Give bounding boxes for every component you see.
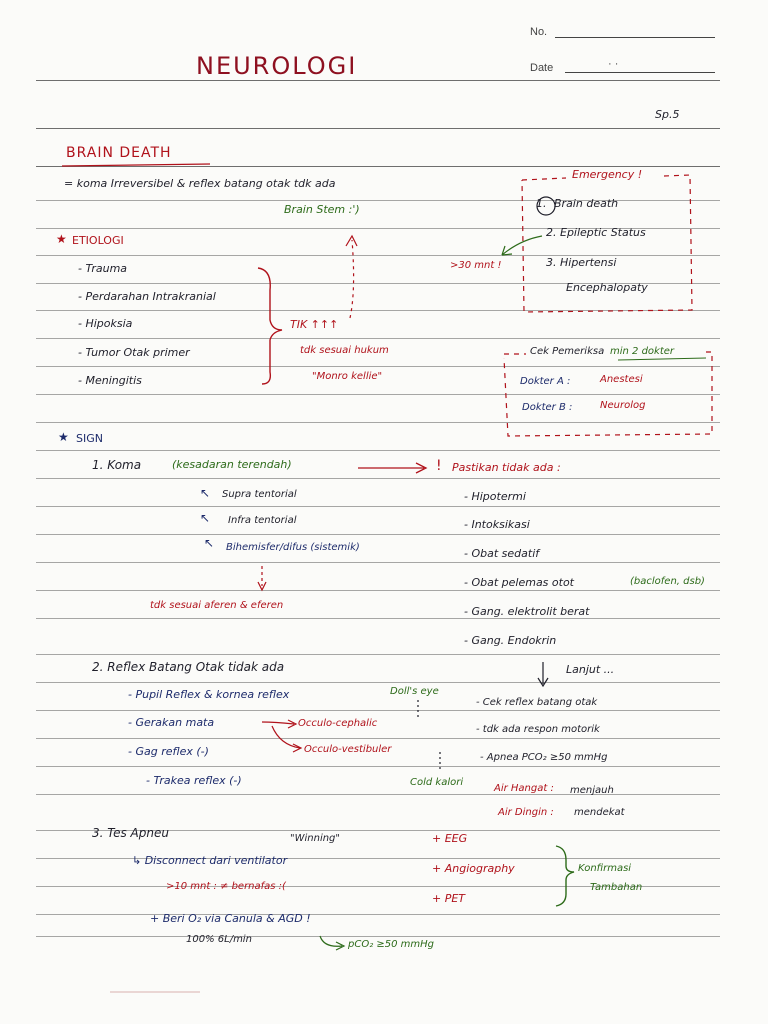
reflex-item: - Gerakan mata (128, 716, 215, 729)
koma-left-item: Bihemisfer/difus (sistemik) (226, 542, 360, 553)
cek-pemeriksa-dashed-box (504, 352, 712, 436)
arrow-up-left-icon: ↖ (200, 511, 211, 525)
emergency-item-brain-death: Brain death (554, 197, 619, 210)
air-dingin-label: Air Dingin : (498, 807, 554, 818)
dokter-b-value: Neurolog (600, 400, 646, 411)
cold-kalori-note: Cold kalori (410, 777, 464, 788)
konfirmasi-brace (556, 846, 574, 906)
etiologi-brace (258, 268, 282, 384)
lanjut-note: Lanjut ... (566, 663, 615, 676)
min-2-dokter: min 2 dokter (610, 346, 675, 357)
baclofen-note: (baclofen, dsb) (630, 576, 705, 587)
dokter-b-label: Dokter B : (522, 402, 573, 413)
reflex-right-item: - Apnea PCO₂ ≥50 mmHg (480, 752, 608, 763)
reflex-label: 2. Reflex Batang Otak tidak ada (92, 660, 285, 674)
tdk-sesuai-aferen: tdk sesuai aferen & eferen (150, 600, 284, 611)
koma-right-item: - Obat pelemas otot (464, 576, 574, 589)
air-dingin-value: mendekat (574, 807, 625, 818)
etiologi-item: - Tumor Otak primer (78, 346, 190, 359)
reflex-item: - Trakea reflex (-) (146, 774, 242, 787)
tik-dotted-arrow (350, 240, 354, 318)
brain-death-definition: = koma Irreversibel & reflex batang otak tdk ada (64, 177, 336, 190)
koma-right-item: - Gang. elektrolit berat (464, 605, 590, 618)
tik-note: TIK ↑↑↑ (290, 318, 339, 331)
emergency-item-1-number: 1. (536, 197, 547, 210)
reflex-item: - Gag reflex (-) (128, 745, 209, 758)
oculo-cephalic-note: Occulo-cephalic (298, 718, 378, 729)
air-hangat-value: menjauh (570, 785, 614, 796)
disconnect-ventilator: ↳ Disconnect dari ventilator (132, 854, 288, 867)
epileptic-arrow (502, 236, 542, 255)
reflex-right-item: - tdk ada respon motorik (476, 724, 600, 735)
emergency-item-hipertensi: 3. Hipertensi (546, 256, 617, 269)
page-title: NEUROLOGI (196, 52, 358, 80)
emergency-item-epileptic: 2. Epileptic Status (546, 226, 646, 239)
konfirmasi-label: Konfirmasi (578, 863, 632, 874)
oculo-vestibuler-arrow (272, 726, 300, 748)
emergency-item-encephalopaty: Encephalopaty (566, 281, 648, 294)
etiologi-item: - Hipoksia (78, 317, 133, 330)
monro-kellie: "Monro kellie" (312, 371, 383, 382)
emergency-title: Emergency ! (572, 168, 643, 181)
koma-right-item: - Gang. Endokrin (464, 634, 557, 647)
air-hangat-label: Air Hangat : (494, 783, 554, 794)
brain-stem-note: Brain Stem :') (284, 203, 360, 216)
plus-eeg: + EEG (432, 832, 468, 845)
cek-pemeriksa-title: Cek Pemeriksa (530, 346, 605, 357)
emergency-dashed-box (522, 175, 692, 312)
oculo-vestibuler-note: Occulo-vestibuler (304, 744, 392, 755)
reflex-right-item: - Cek reflex batang otak (476, 697, 598, 708)
star-icon: ★ (58, 430, 69, 444)
beri-o2-note: + Beri O₂ via Canula & AGD ! (150, 912, 311, 925)
plus-angiography: + Angiography (432, 862, 515, 875)
pastikan-tidak-ada: Pastikan tidak ada : (452, 461, 561, 474)
koma-right-item: - Intoksikasi (464, 518, 530, 531)
koma-right-item: - Obat sedatif (464, 547, 540, 560)
number-circle (537, 197, 555, 215)
koma-left-item: Supra tentorial (222, 489, 297, 500)
tdk-sesuai-hukum: tdk sesuai hukum (300, 345, 389, 356)
etiologi-item: - Meningitis (78, 374, 142, 387)
reflex-item: - Pupil Reflex & kornea reflex (128, 688, 290, 701)
emergency-30-min-note: >30 mnt ! (450, 260, 502, 271)
etiologi-item: - Perdarahan Intrakranial (78, 290, 216, 303)
pco2-arrow (320, 936, 342, 946)
etiologi-item: - Trauma (78, 262, 128, 275)
koma-label: 1. Koma (92, 458, 142, 472)
star-icon: ★ (56, 232, 67, 246)
plus-pet: + PET (432, 892, 466, 905)
sign-heading: SIGN (76, 432, 103, 445)
exclamation-icon: ! (436, 458, 442, 474)
page-reference: Sp.5 (655, 108, 680, 121)
date-dots: · · (608, 58, 619, 70)
arrow-up-left-icon: ↖ (204, 536, 215, 550)
no-label: No. (530, 26, 548, 38)
koma-subtitle: (kesadaran terendah) (172, 458, 292, 471)
etiologi-heading: ETIOLOGI (72, 234, 124, 247)
dokter-a-label: Dokter A : (520, 376, 571, 387)
pco2-note: pCO₂ ≥50 mmHg (348, 939, 435, 950)
dokter-a-value: Anestesi (600, 374, 643, 385)
apnea-label: 3. Tes Apneu (92, 826, 169, 840)
tambahan-label: Tambahan (590, 882, 643, 893)
arrow-up-left-icon: ↖ (200, 486, 211, 500)
date-label: Date (530, 62, 554, 74)
brain-death-heading: BRAIN DEATH (66, 145, 172, 161)
koma-right-item: - Hipotermi (464, 490, 526, 503)
winning-note: "Winning" (290, 833, 341, 844)
dolls-eye-note: Doll's eye (390, 686, 439, 697)
koma-left-item: Infra tentorial (228, 515, 297, 526)
brain-death-underline (62, 164, 210, 166)
flow-note: 100% 6L/min (186, 934, 252, 945)
oculo-cephalic-arrow (262, 722, 294, 724)
gt-10-min-note: >10 mnt : ≠ bernafas :( (166, 881, 286, 892)
